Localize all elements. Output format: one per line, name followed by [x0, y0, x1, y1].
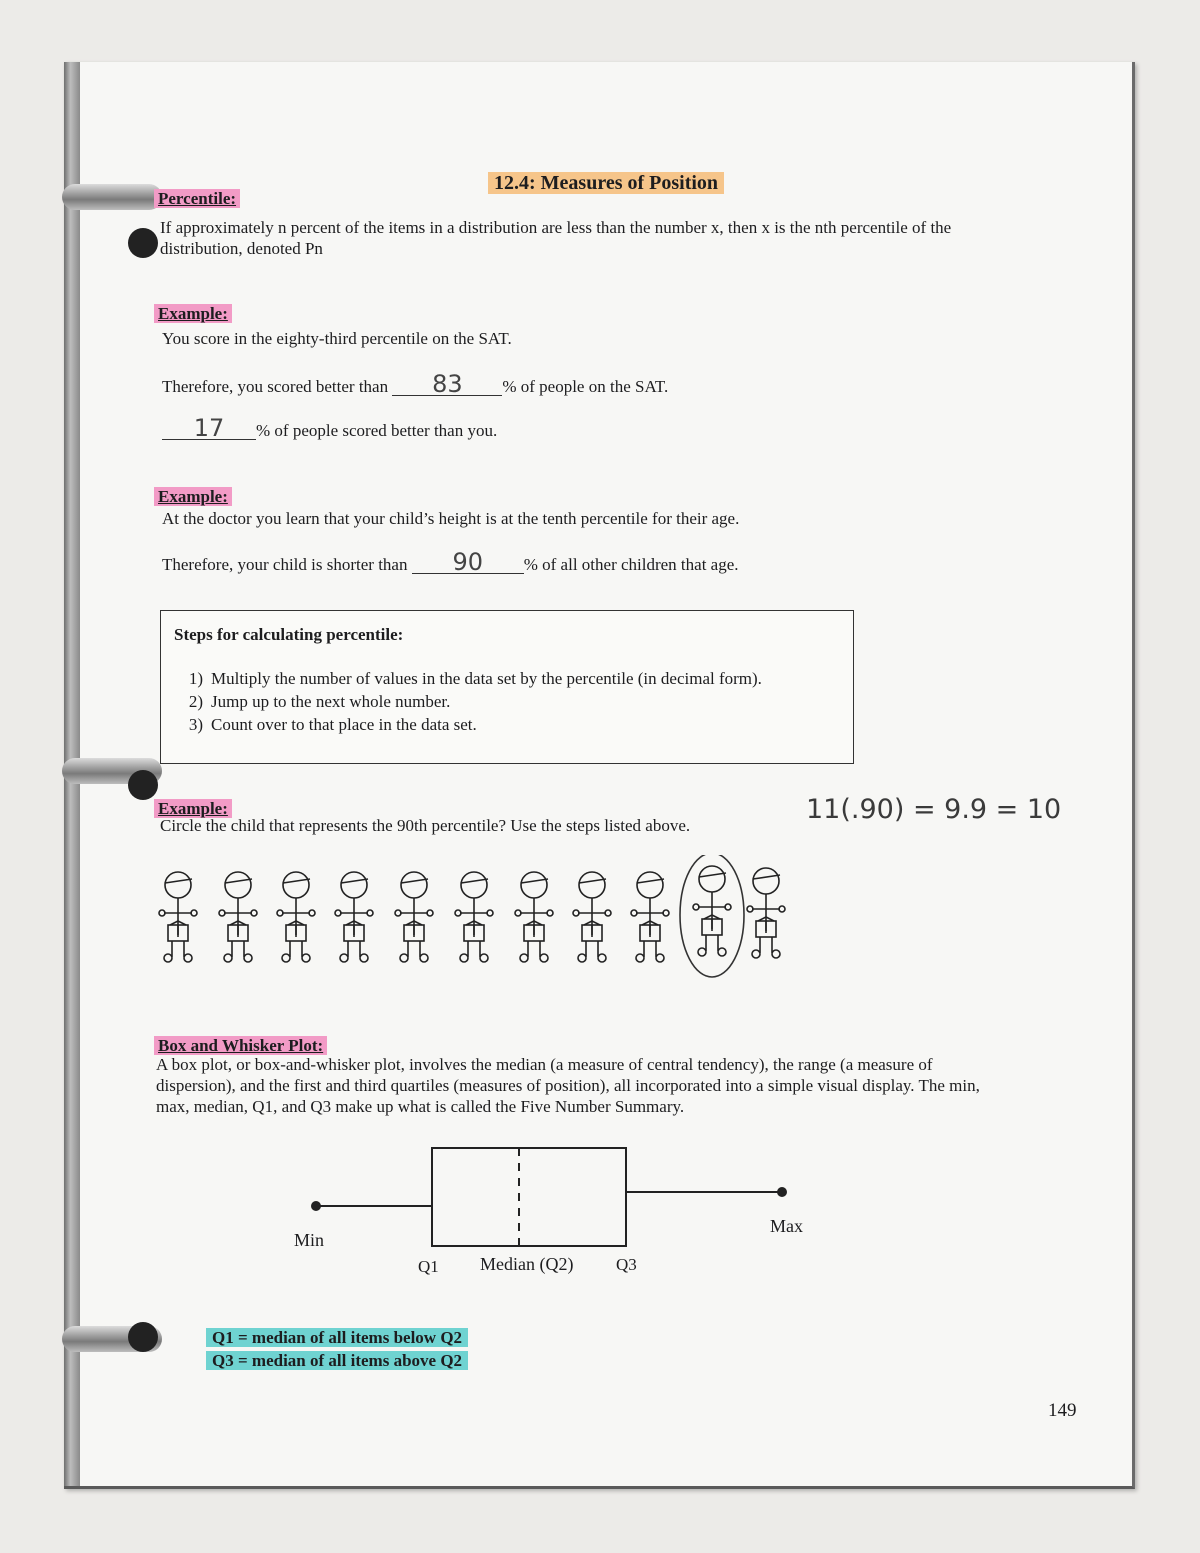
boxplot-paragraph: A box plot, or box-and-whisker plot, involves the median (a measure of central tendency), the range (a measure of dispersion), and the first and third quartiles (measures of position), all incorporated into a simple visual display. The min, max, median, Q1, and Q3 make up what is called the Five Number Summary. [156, 1055, 980, 1116]
handwritten-work: 11(.90) = 9.9 = 10 [806, 794, 1062, 825]
label-max: Max [770, 1216, 803, 1236]
label-q3: Q3 [616, 1255, 637, 1274]
punch-hole-bottom [128, 1322, 158, 1352]
child-figure [573, 872, 611, 962]
step-item: 2) Jump up to the next whole number. [188, 692, 451, 711]
answer-90: 90 [412, 551, 524, 574]
example1-line1: You score in the eighty-third percentile on the SAT. [162, 329, 512, 348]
note-q3: Q3 = median of all items above Q2 [206, 1351, 468, 1370]
min-point [312, 1202, 320, 1210]
label-q1: Q1 [418, 1257, 439, 1276]
child-figure [515, 872, 553, 962]
child-figure [277, 872, 315, 962]
quartile-notes [206, 1326, 468, 1372]
child-figure [631, 872, 669, 962]
percentile-definition: If approximately n percent of the items in a distribution are less than the number x, then x is the nth percentile of the distribution, denoted Pn [160, 218, 952, 258]
punch-hole-top [128, 228, 158, 258]
child-figure [335, 872, 373, 962]
percentile-heading: Percentile: [154, 188, 240, 209]
max-point [778, 1188, 786, 1196]
child-figure [219, 872, 257, 962]
example1-heading: Example: [154, 303, 232, 324]
step-item: 3) Count over to that place in the data set. [188, 715, 477, 734]
boxplot-heading: Box and Whisker Plot: [154, 1035, 327, 1056]
example2-line1: At the doctor you learn that your child’s height is at the tenth percentile for their age. [162, 509, 740, 528]
child-figure [159, 872, 197, 962]
label-median: Median (Q2) [480, 1254, 574, 1274]
child-figure-circled [693, 866, 731, 956]
worksheet-page [64, 62, 1135, 1489]
steps-box [160, 610, 854, 764]
box [432, 1148, 626, 1246]
step-item: 1) Multiply the number of values in the data set by the percentile (in decimal form). [188, 669, 762, 688]
binder-ring-top [62, 184, 162, 210]
child-figure [395, 872, 433, 962]
box-whisker-diagram [300, 1140, 820, 1270]
example3-question: Circle the child that represents the 90th percentile? Use the steps listed above. [160, 816, 691, 835]
example2-line2: Therefore, your child is shorter than 90 % of all other children that age. [162, 548, 739, 576]
children-row [150, 855, 810, 985]
example1-line2: Therefore, you scored better than 83 % of people on the SAT. [162, 370, 669, 398]
label-min: Min [294, 1230, 325, 1250]
answer-83: 83 [392, 373, 502, 396]
child-figure [455, 872, 493, 962]
punch-hole-middle [128, 770, 158, 800]
example1-line3: 17 % of people scored better than you. [162, 417, 497, 441]
child-figure [747, 868, 785, 958]
steps-list [173, 667, 762, 736]
steps-heading: Steps for calculating percentile: [174, 625, 404, 644]
page-number: 149 [1048, 1400, 1077, 1421]
note-q1: Q1 = median of all items below Q2 [206, 1328, 468, 1347]
page-title: 12.4: Measures of Position [488, 172, 724, 195]
example2-heading: Example: [154, 486, 232, 507]
example3-heading: Example: [154, 798, 232, 819]
answer-17: 17 [162, 417, 256, 440]
